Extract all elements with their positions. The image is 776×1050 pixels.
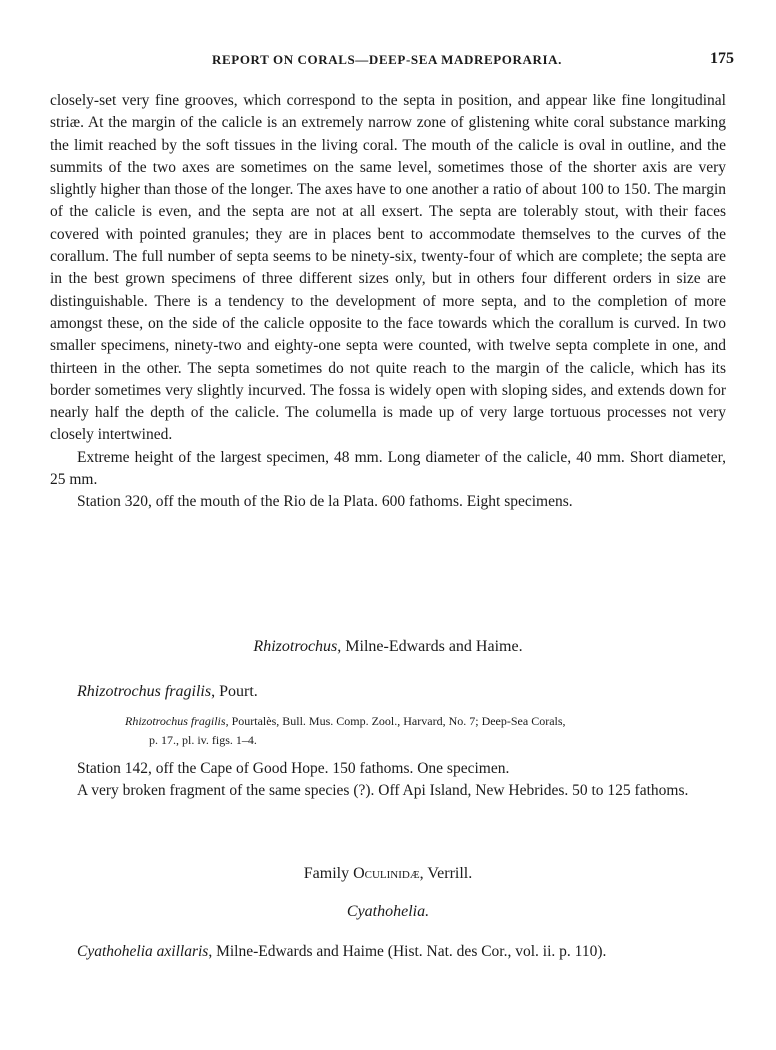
cyathohelia-species-entry xyxy=(50,941,726,963)
family-name: Oculinidæ xyxy=(353,865,420,882)
citation-continuation: p. 17., pl. iv. figs. 1–4. xyxy=(149,733,257,747)
species-heading-cyathohelia-axillaris xyxy=(50,941,726,963)
running-title: REPORT ON CORALS—DEEP-SEA MADREPORARIA. xyxy=(212,52,562,67)
genus-authority: , Milne-Edwards and Haime. xyxy=(337,638,523,655)
running-header xyxy=(40,50,734,72)
paragraph-station-142: Station 142, off the Cape of Good Hope. 150 fathoms. One specimen. xyxy=(77,760,510,777)
citation-text: , Pourtalès, Bull. Mus. Comp. Zool., Harvard, No. 7; Deep-Sea Corals, xyxy=(225,714,566,728)
paragraph-measurements: Extreme height of the largest specimen, 48 mm. Long diameter of the calicle, 40 mm. Short diameter, 25 mm. xyxy=(50,448,726,489)
paragraph-station-320: Station 320, off the mouth of the Rio de la Plata. 600 fathoms. Eight specimens. xyxy=(77,493,573,511)
genus-name: Rhizotrochus xyxy=(253,638,338,655)
body-text-block xyxy=(50,90,726,514)
synonymy-citation xyxy=(125,712,727,750)
genus-heading-rhizotrochus xyxy=(50,638,726,656)
species-heading-rhizotrochus-fragilis xyxy=(77,683,258,701)
family-heading-oculinidae xyxy=(50,865,726,883)
citation-species: Rhizotrochus fragilis xyxy=(125,714,226,728)
family-authority: , Verrill. xyxy=(419,865,473,882)
family-prefix: Family xyxy=(303,865,354,882)
paragraph-api-island: A very broken fragment of the same species (?). Off Api Island, New Hebrides. 50 to 125 fathoms. xyxy=(77,782,689,800)
species-text-cyathohelia: , Milne-Edwards and Haime (Hist. Nat. des Cor., vol. ii. p. 110). xyxy=(208,943,607,960)
rhizotrochus-records xyxy=(50,758,726,803)
species-name: Rhizotrochus fragilis xyxy=(77,683,212,700)
paragraph-septa-description: closely-set very fine grooves, which correspond to the septa in position, and appear like fine longitudinal striæ. At the margin of the calicle is an extremely narrow zone of glistening white coral substance marking the limit reached by the soft tissues in the living coral. The mouth of the calicle is oval in outline, and the summits of the two axes are sometimes on the same level, sometimes those of the shorter axis are very slightly higher than those of the longer. The axes have to one another a ratio of about 100 to 150. The margin of the calicle is even, and the septa are not at all exsert. The septa are tolerably stout, with their faces covered with pointed granules; they are in places bent to accommodate themselves to the curves of the corallum. The full number of septa seems to be ninety-six, twenty-four of which are complete; the septa are in the best grown specimens of three different sizes only, but in others four different orders in size are distinguishable. There is a tendency to the development of more septa, and to the completion of more amongst these, on the side of the calicle opposite to the face towards which the corallum is curved. In two smaller specimens, ninety-two and eighty-one septa were counted, with twelve septa complete in one, and thirteen in the other. The septa sometimes do not quite reach to the margin of the calicle, which has its border sometimes very slightly incurved. The fossa is widely open with sloping sides, and extends down for nearly half the depth of the calicle. The columella is made up of very large tortuous processes not very closely intertwined. xyxy=(50,92,726,444)
species-authority: , Pourt. xyxy=(211,683,258,700)
genus-heading-cyathohelia: Cyathohelia. xyxy=(346,903,430,920)
page-number: 175 xyxy=(710,50,734,67)
species-name-cyathohelia: Cyathohelia axillaris xyxy=(77,943,209,960)
